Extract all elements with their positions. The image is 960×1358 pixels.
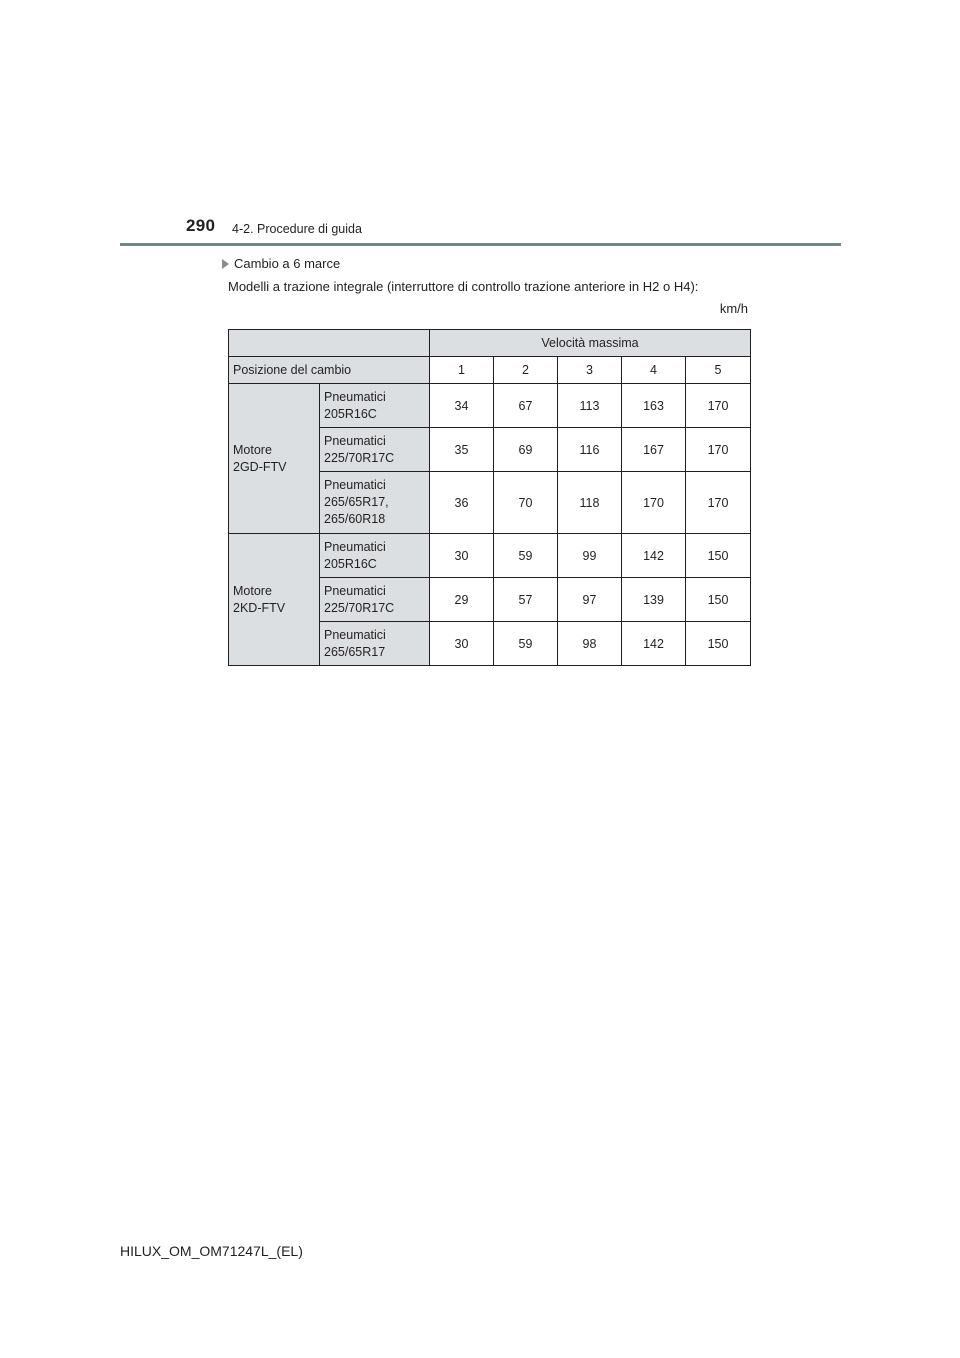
speed-value: 142 xyxy=(622,622,686,666)
tyre-size: 225/70R17C xyxy=(324,450,395,465)
speed-value: 150 xyxy=(686,622,751,666)
speed-value: 35 xyxy=(430,428,494,472)
tyre-cell xyxy=(320,472,430,534)
gear-header: 2 xyxy=(494,357,558,384)
footer-doc-id: HILUX_OM_OM71247L_(EL) xyxy=(120,1243,303,1259)
engine-code: 2GD-FTV xyxy=(233,459,287,474)
speed-value: 29 xyxy=(430,578,494,622)
speed-value: 57 xyxy=(494,578,558,622)
tyre-cell xyxy=(320,428,430,472)
engine-label: Motore xyxy=(233,583,272,598)
tyre-cell xyxy=(320,384,430,428)
tyre-cell xyxy=(320,622,430,666)
speed-value: 118 xyxy=(558,472,622,534)
engine-cell xyxy=(229,384,320,534)
speed-value: 30 xyxy=(430,534,494,578)
tyre-label: Pneumatici xyxy=(324,627,386,642)
gear-header: 4 xyxy=(622,357,686,384)
gear-header: 1 xyxy=(430,357,494,384)
speed-value: 170 xyxy=(622,472,686,534)
gear-header-row xyxy=(229,357,751,384)
speed-value: 98 xyxy=(558,622,622,666)
tyre-cell xyxy=(320,534,430,578)
speed-value: 167 xyxy=(622,428,686,472)
intro-text: Modelli a trazione integrale (interruttore di controllo trazione anteriore in H2 o H4): xyxy=(228,279,699,294)
page-number: 290 xyxy=(186,216,216,235)
speed-value: 59 xyxy=(494,622,558,666)
section-title: 4-2. Procedure di guida xyxy=(232,222,362,236)
bullet-line xyxy=(222,256,340,271)
tyre-label: Pneumatici xyxy=(324,539,386,554)
tyre-cell xyxy=(320,578,430,622)
speed-value: 34 xyxy=(430,384,494,428)
speed-value: 170 xyxy=(686,428,751,472)
speed-value: 30 xyxy=(430,622,494,666)
unit-label: km/h xyxy=(719,301,748,316)
gear-header: 5 xyxy=(686,357,751,384)
max-speed-header: Velocità massima xyxy=(430,330,751,357)
triangle-bullet-icon xyxy=(222,259,229,269)
table-row xyxy=(229,384,751,428)
speed-value: 170 xyxy=(686,472,751,534)
speed-value: 150 xyxy=(686,578,751,622)
speed-table xyxy=(228,329,751,666)
speed-value: 97 xyxy=(558,578,622,622)
speed-value: 67 xyxy=(494,384,558,428)
speed-value: 116 xyxy=(558,428,622,472)
bullet-text: Cambio a 6 marce xyxy=(234,256,341,271)
speed-value: 170 xyxy=(686,384,751,428)
tyre-size: 225/70R17C xyxy=(324,600,395,615)
speed-value: 99 xyxy=(558,534,622,578)
tyre-size: 265/65R17, xyxy=(324,495,389,509)
tyre-size: 265/65R17 xyxy=(324,644,386,659)
speed-value: 142 xyxy=(622,534,686,578)
engine-code: 2KD-FTV xyxy=(233,600,286,615)
header-rule xyxy=(120,243,841,246)
speed-value: 59 xyxy=(494,534,558,578)
speed-value: 70 xyxy=(494,472,558,534)
tyre-size: 205R16C xyxy=(324,556,377,571)
speed-value: 69 xyxy=(494,428,558,472)
tyre-label: Pneumatici xyxy=(324,433,386,448)
speed-value: 163 xyxy=(622,384,686,428)
gear-position-label: Posizione del cambio xyxy=(229,357,430,384)
speed-value: 113 xyxy=(558,384,622,428)
table-header-row xyxy=(229,330,751,357)
tyre-label: Pneumatici xyxy=(324,389,386,404)
tyre-label: Pneumatici xyxy=(324,478,386,492)
tyre-size: 205R16C xyxy=(324,406,377,421)
gear-header: 3 xyxy=(558,357,622,384)
table-row xyxy=(229,534,751,578)
tyre-size: 265/60R18 xyxy=(324,512,386,526)
speed-value: 139 xyxy=(622,578,686,622)
speed-value: 150 xyxy=(686,534,751,578)
engine-label: Motore xyxy=(233,442,272,457)
engine-cell xyxy=(229,534,320,666)
tyre-label: Pneumatici xyxy=(324,583,386,598)
header-empty-cell xyxy=(229,330,430,357)
speed-value: 36 xyxy=(430,472,494,534)
